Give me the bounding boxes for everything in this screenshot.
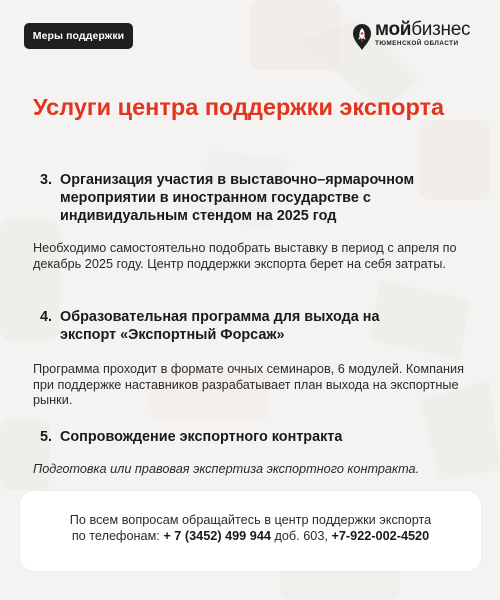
item-5-description: Подготовка или правовая экспертиза экспортного контракта. — [33, 462, 420, 476]
page-title: Услуги центра поддержки экспорта — [33, 94, 445, 120]
logo-wordmark — [375, 20, 470, 47]
contact-text — [20, 512, 481, 544]
item-4-description: Программа проходит в формате очных семинаров, 6 модулей. Компания при поддержке наставников разрабатывает план выхода на экспортные рынки. — [33, 362, 464, 407]
logo-name-light: бизнес — [411, 19, 471, 40]
contact-line-1: По всем вопросам обращайтесь в центр поддержки экспорта — [69, 513, 432, 527]
rocket-pin-icon — [352, 23, 372, 51]
item-5-heading — [40, 428, 440, 446]
contact-extension: доб. 603, — [270, 529, 332, 543]
contact-phone-1[interactable]: + 7 (3452) 499 944 — [163, 529, 271, 543]
moy-biznes-logo — [352, 20, 476, 56]
support-measures-tag: Меры поддержки — [24, 23, 133, 49]
item-5-number: 5. — [40, 429, 53, 445]
contact-prefix: по телефонам: — [71, 529, 164, 543]
item-5-heading-text: Сопровождение экспортного контракта — [60, 429, 343, 445]
item-3-number: 3. — [40, 172, 53, 188]
logo-name-bold: мой — [375, 19, 412, 40]
contact-phone-2[interactable]: +7-922-002-4520 — [331, 529, 430, 543]
item-3-heading — [40, 171, 445, 225]
item-4-number: 4. — [40, 309, 53, 325]
contact-card — [20, 491, 481, 571]
item-4-heading-text: Образовательная программа для выхода на экспорт «Экспортный Форсаж» — [60, 309, 380, 343]
item-3-heading-text: Организация участия в выставочно–ярмарочном мероприятии в иностранном государстве с индивидуальным стендом на 2025 год — [60, 172, 415, 224]
item-3-description: Необходимо самостоятельно подобрать выставку в период с апреля по декабрь 2025 году. Центр поддержки экспорта берет на себя затраты. — [33, 241, 457, 271]
logo-subtitle: ТЮМЕНСКОЙ ОБЛАСТИ — [375, 40, 459, 47]
item-4-heading — [40, 308, 385, 344]
